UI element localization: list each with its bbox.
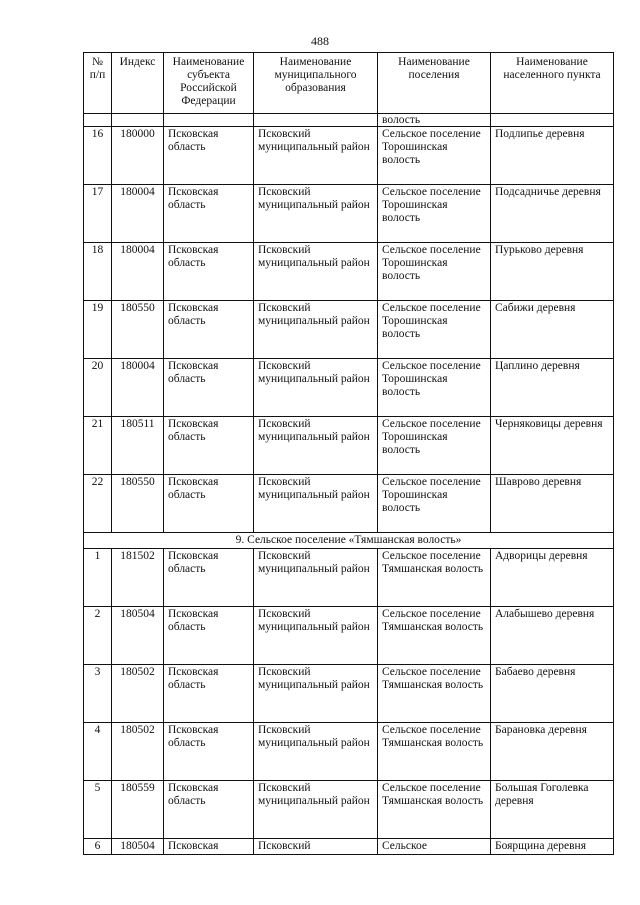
- row-index: 180550: [112, 301, 164, 359]
- table-row: [84, 475, 614, 533]
- row-settlement: Сельское поселение Торошинская волость: [378, 417, 491, 475]
- row-municipality: Псковский муниципальный район: [254, 781, 378, 839]
- row-municipality: Псковский муниципальный район: [254, 359, 378, 417]
- header-settlement: Наименование поселения: [378, 53, 491, 114]
- row-locality: Черняковицы деревня: [491, 417, 614, 475]
- row-locality: Бабаево деревня: [491, 665, 614, 723]
- header-locality: Наименование населенного пункта: [491, 53, 614, 114]
- row-municipality: Псковский муниципальный район: [254, 475, 378, 533]
- row-number: 17: [84, 185, 112, 243]
- row-locality: Адворицы деревня: [491, 549, 614, 607]
- row-subject: Псковская область: [164, 127, 254, 185]
- row-settlement: Сельское поселение Торошинская волость: [378, 359, 491, 417]
- table-row: [84, 781, 614, 839]
- row-municipality: Псковский: [254, 839, 378, 855]
- row-locality: Подлипье деревня: [491, 127, 614, 185]
- row-locality: Алабышево деревня: [491, 607, 614, 665]
- table-row: [84, 665, 614, 723]
- continuation-row: [84, 114, 614, 127]
- continuation-settlement: волость: [378, 114, 491, 127]
- row-settlement: Сельское: [378, 839, 491, 855]
- table-row: [84, 723, 614, 781]
- row-locality: Боярщина деревня: [491, 839, 614, 855]
- row-municipality: Псковский муниципальный район: [254, 185, 378, 243]
- page-number: 488: [311, 34, 329, 48]
- row-index: 180511: [112, 417, 164, 475]
- row-subject: Псковская область: [164, 781, 254, 839]
- row-subject: Псковская область: [164, 475, 254, 533]
- row-index: 180004: [112, 185, 164, 243]
- table-row: [84, 127, 614, 185]
- row-settlement: Сельское поселение Торошинская волость: [378, 127, 491, 185]
- row-number: 6: [84, 839, 112, 855]
- table-row: [84, 607, 614, 665]
- row-number: 3: [84, 665, 112, 723]
- row-index: 180502: [112, 723, 164, 781]
- row-settlement: Сельское поселение Тямшанская волость: [378, 781, 491, 839]
- row-number: 19: [84, 301, 112, 359]
- row-locality: Цаплино деревня: [491, 359, 614, 417]
- row-settlement: Сельское поселение Торошинская волость: [378, 243, 491, 301]
- row-municipality: Псковский муниципальный район: [254, 607, 378, 665]
- row-number: 2: [84, 607, 112, 665]
- row-index: 180502: [112, 665, 164, 723]
- row-subject: Псковская область: [164, 607, 254, 665]
- row-subject: Псковская область: [164, 243, 254, 301]
- header-municipality: Наименование муниципального образования: [254, 53, 378, 114]
- table-row: [84, 243, 614, 301]
- row-municipality: Псковский муниципальный район: [254, 549, 378, 607]
- row-subject: Псковская область: [164, 549, 254, 607]
- row-subject: Псковская область: [164, 359, 254, 417]
- row-index: 180559: [112, 781, 164, 839]
- row-index: 180004: [112, 359, 164, 417]
- row-number: 4: [84, 723, 112, 781]
- row-number: 1: [84, 549, 112, 607]
- table-row: [84, 839, 614, 855]
- row-locality: Подсадничье деревня: [491, 185, 614, 243]
- row-index: 180504: [112, 839, 164, 855]
- header-number: № п/п: [84, 53, 112, 114]
- row-number: 5: [84, 781, 112, 839]
- row-number: 21: [84, 417, 112, 475]
- header-subject: Наименование субъекта Российской Федерации: [164, 53, 254, 114]
- row-number: 22: [84, 475, 112, 533]
- row-subject: Псковская область: [164, 301, 254, 359]
- row-subject: Псковская область: [164, 665, 254, 723]
- row-municipality: Псковский муниципальный район: [254, 301, 378, 359]
- row-locality: Большая Гоголевка деревня: [491, 781, 614, 839]
- row-municipality: Псковский муниципальный район: [254, 127, 378, 185]
- row-locality: Сабижи деревня: [491, 301, 614, 359]
- header-index: Индекс: [112, 53, 164, 114]
- row-index: 180504: [112, 607, 164, 665]
- row-index: 180004: [112, 243, 164, 301]
- table-row: [84, 549, 614, 607]
- localities-table: [83, 52, 614, 855]
- table-row: [84, 185, 614, 243]
- row-index: 180000: [112, 127, 164, 185]
- row-subject: Псковская область: [164, 185, 254, 243]
- row-municipality: Псковский муниципальный район: [254, 243, 378, 301]
- row-subject: Псковская область: [164, 417, 254, 475]
- section-row: [84, 533, 614, 549]
- row-locality: Пурьково деревня: [491, 243, 614, 301]
- row-index: 180550: [112, 475, 164, 533]
- row-number: 18: [84, 243, 112, 301]
- section-title: 9. Сельское поселение «Тямшанская волость»: [84, 533, 614, 549]
- table-row: [84, 301, 614, 359]
- row-locality: Шаврово деревня: [491, 475, 614, 533]
- row-subject: Псковская область: [164, 723, 254, 781]
- row-settlement: Сельское поселение Торошинская волость: [378, 475, 491, 533]
- row-number: 20: [84, 359, 112, 417]
- row-index: 181502: [112, 549, 164, 607]
- row-municipality: Псковский муниципальный район: [254, 723, 378, 781]
- row-settlement: Сельское поселение Тямшанская волость: [378, 723, 491, 781]
- row-settlement: Сельское поселение Торошинская волость: [378, 185, 491, 243]
- row-settlement: Сельское поселение Тямшанская волость: [378, 549, 491, 607]
- row-settlement: Сельское поселение Тямшанская волость: [378, 665, 491, 723]
- row-subject: Псковская: [164, 839, 254, 855]
- row-municipality: Псковский муниципальный район: [254, 665, 378, 723]
- row-number: 16: [84, 127, 112, 185]
- table-row: [84, 359, 614, 417]
- row-settlement: Сельское поселение Тямшанская волость: [378, 607, 491, 665]
- row-locality: Барановка деревня: [491, 723, 614, 781]
- row-settlement: Сельское поселение Торошинская волость: [378, 301, 491, 359]
- row-municipality: Псковский муниципальный район: [254, 417, 378, 475]
- table-row: [84, 417, 614, 475]
- table-header-row: [84, 53, 614, 114]
